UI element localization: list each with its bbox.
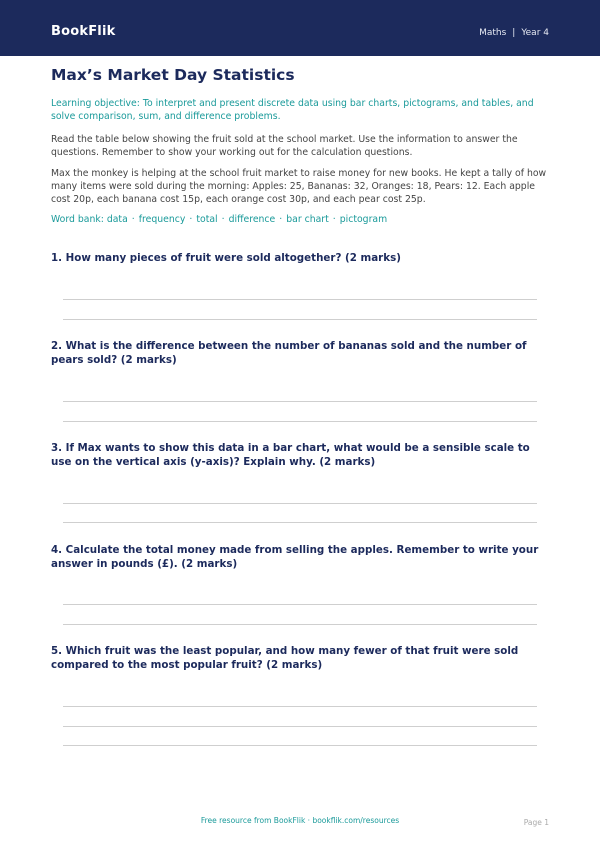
page-title: Max’s Market Day Statistics: [51, 66, 295, 84]
answer-line[interactable]: [63, 299, 537, 300]
word-bank-word: pictogram: [339, 214, 388, 225]
page-header: [0, 0, 600, 56]
intro-section: [51, 66, 549, 225]
word-bank-label: Word bank:: [51, 214, 104, 225]
brand-logo: BookFlik: [51, 24, 116, 39]
word-bank-word: bar chart: [286, 214, 329, 225]
instructions-text: Read the table below showing the fruit sold at the school market. Use the information to answer the questions. Remember to show your working out for the calculation questions.: [51, 134, 518, 158]
answer-line[interactable]: [63, 745, 537, 746]
subject-label: Maths: [479, 28, 507, 38]
answer-line[interactable]: [63, 421, 537, 422]
question-2: 2. What is the difference between the number of bananas sold and the number of pears sold? (2 marks): [51, 340, 527, 366]
story-text: Max the monkey is helping at the school fruit market to raise money for new books. He kept a tally of how many items were sold during the morning: Apples: 25, Bananas: 32, Oranges: 18, Pears: 12. Each apple cost 20p, each banana cost 15p, each orange cost 30p, and each pear cost 25p.: [51, 168, 547, 205]
learning-objective: Learning objective: To interpret and present discrete data using bar charts, pictograms, and tables, and solve comparison, sum, and difference problems.: [51, 98, 534, 122]
footer-text: Free resource from BookFlik · bookflik.com/resources: [200, 816, 400, 825]
question-4: 4. Calculate the total money made from selling the apples. Remember to write your answer in pounds (£). (2 marks): [51, 544, 539, 570]
year-label: Year 4: [521, 28, 549, 38]
word-bank-word: data: [106, 214, 128, 225]
answer-line[interactable]: [63, 706, 537, 707]
breadcrumb-separator: |: [512, 28, 516, 38]
word-bank-word: frequency: [138, 214, 186, 225]
answer-line[interactable]: [63, 503, 537, 504]
word-bank: Word bank: data · frequency · total · difference · bar chart · pictogram: [51, 214, 388, 225]
word-bank-word: total: [196, 214, 218, 225]
word-bank-word: difference: [228, 214, 276, 225]
question-1: 1. How many pieces of fruit were sold altogether? (2 marks): [51, 252, 401, 264]
answer-line[interactable]: [63, 726, 537, 727]
page-number: Page 1: [523, 818, 549, 827]
breadcrumb: [479, 28, 549, 38]
answer-line[interactable]: [63, 522, 537, 523]
answer-line[interactable]: [63, 319, 537, 320]
question-5: 5. Which fruit was the least popular, and how many fewer of that fruit were sold compared to the most popular fruit? (2 marks): [51, 645, 519, 671]
question-3: 3. If Max wants to show this data in a bar chart, what would be a sensible scale to use on the vertical axis (y-axis)? Explain why. (2 marks): [51, 442, 530, 468]
answer-line[interactable]: [63, 624, 537, 625]
answer-line[interactable]: [63, 604, 537, 605]
answer-line[interactable]: [63, 401, 537, 402]
